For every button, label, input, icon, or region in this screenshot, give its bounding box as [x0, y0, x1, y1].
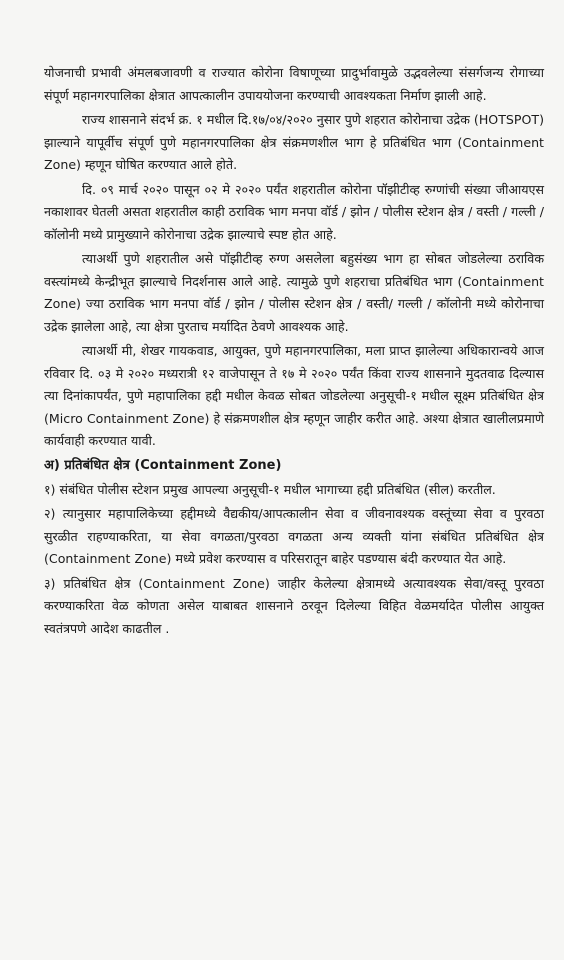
paragraph-containment-areas: त्याअर्थी पुणे शहरातील असे पॉझीटीव्ह रुग्ण असलेला बहुसंख्य भाग हा सोबत जोडलेल्या ठराविक वस्त्यांमध्ये केन्द्रीभूत झाल्याचे निदर्शनास आले आहे. त्यामुळे पुणे शहराचा प्रतिबंधित भाग (Containment Zone) ज्या ठराविक भाग मनपा वॉर्ड / झोन / पोलीस स्टेशन क्षेत्र / वस्ती/ गल्ली / कॉलोनी मध्ये कोरोनाचा उद्रेक झालेला आहे, त्या क्षेत्रा पुरताच मर्यादित ठेवणे आवश्यक आहे.: [44, 251, 544, 334]
section-heading-containment-zone: अ) प्रतिबंधित क्षेत्र (Containment Zone): [44, 457, 282, 473]
paragraph-intro: योजनाची प्रभावी अंमलबजावणी व राज्यात कोरोना विषाणूच्या प्रादुर्भावामुळे उद्भवलेल्या संसर्गजन्य रोगाच्या संपूर्ण महानगरपालिका क्षेत्रात आपत्कालीन उपाययोजना करण्याची आवश्यकता निर्माण झाली आहे.: [44, 65, 544, 103]
paragraph-gis-analysis: दि. ०९ मार्च २०२० पासून ०२ मे २०२० पर्यंत शहरातील कोरोना पॉझीटीव्ह रुग्णांची संख्या जीआयएस नकाशावर घेतली असता शहरातील काही ठराविक भाग मनपा वॉर्ड / झोन / पोलीस स्टेशन क्षेत्र / वस्ती / गल्ली / कॉलोनी मध्ये प्रामुख्याने कोरोनाचा उद्रेक झाल्याचे स्पष्ट होत आहे.: [44, 181, 544, 242]
paragraph-commissioner-order: त्याअर्थी मी, शेखर गायकवाड, आयुक्त, पुणे महानगरपालिका, मला प्राप्त झालेल्या अधिकारान्वये आज रविवार दि. ०३ मे २०२० मध्यरात्री १२ वाजेपासून ते १७ मे २०२० पर्यंत किंवा राज्य शासनाने मुदतवाढ दिल्यास त्या दिनांकापर्यंत, पुणे महापालिका हद्दी मधील केवळ सोबत जोडलेल्या अनुसूची-१ मधील सूक्ष्म प्रतिबंधित क्षेत्र (Micro Containment Zone) हे संक्रमणशील क्षेत्र म्हणून जाहीर करीत आहे. अश्या क्षेत्रात खालीलप्रमाणे कार्यवाही करण्यात यावी.: [44, 343, 544, 448]
list-item-1: १) संबंधित पोलीस स्टेशन प्रमुख आपल्या अनुसूची-१ मधील भागाच्या हद्दी प्रतिबंधित (सील) करतील.: [44, 481, 496, 497]
list-item-2: २) त्यानुसार महापालिकेच्या हद्दीमध्ये वैद्यकीय/आपत्कालीन सेवा व जीवनावश्यक वस्तूंच्या सेवा व पुरवठा सुरळीत राहण्याकरिता, या सेवा वगळता/पुरवठा वगळता अन्य व्यक्ती यांना संबंधित प्रतिबंधित क्षेत्र (Containment Zone) मध्ये प्रवेश करण्यास व परिसरातून बाहेर पडण्यास बंदी करण्यात येत आहे.: [44, 506, 544, 566]
list-item-3: ३) प्रतिबंधित क्षेत्र (Containment Zone) जाहीर केलेल्या क्षेत्रामध्ये अत्यावश्यक सेवा/वस्तू पुरवठा करण्याकरिता वेळ कोणता असेल याबाबत शासनाने ठरवून दिलेल्या विहित वेळमर्यादेत पोलीस आयुक्त स्वतंत्रपणे आदेश काढतील .: [44, 575, 544, 636]
document-body: [44, 62, 544, 640]
paragraph-hotspot: राज्य शासनाने संदर्भ क्र. १ मधील दि.१७/०४/२०२० नुसार पुणे शहरात कोरोनाचा उद्रेक (HOTSPOT) झाल्याने यापूर्वीच संपूर्ण पुणे महानगरपालिका क्षेत्र संक्रमणशील भाग हे प्रतिबंधित भाग (Containment Zone) म्हणून घोषित करण्यात आले होते.: [44, 112, 544, 172]
